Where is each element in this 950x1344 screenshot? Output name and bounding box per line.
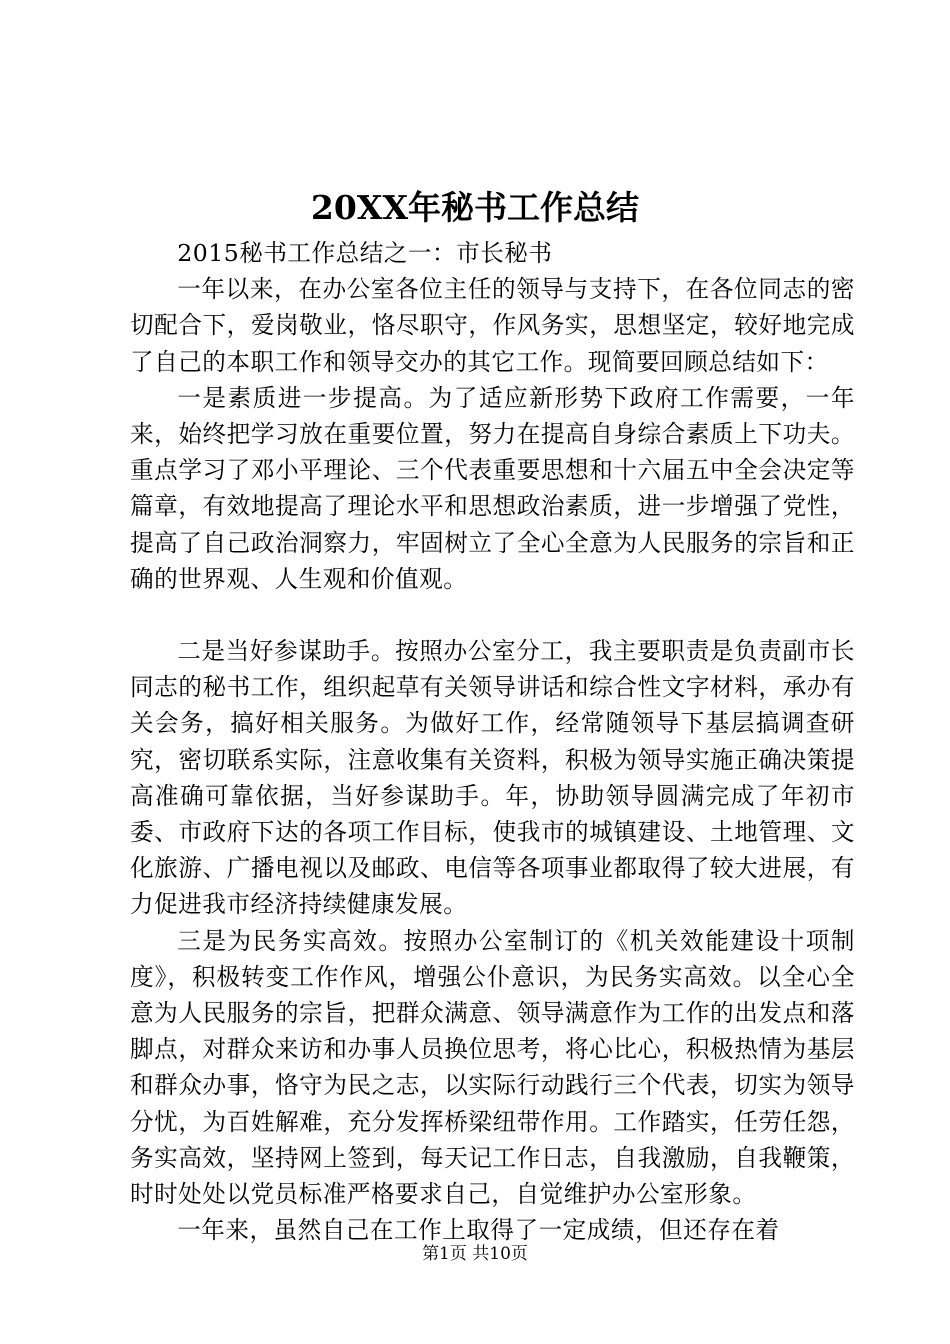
- paragraph-gap: [130, 597, 855, 633]
- paragraph-intro: 一年以来，在办公室各位主任的领导与支持下，在各位同志的密切配合下，爱岗敬业，恪尽职守，作风务实，思想坚定，较好地完成了自己的本职工作和领导交办的其它工作。现简要回顾总结如下：: [130, 275, 855, 376]
- paragraph-summary: 一年来，虽然自己在工作上取得了一定成绩，但还存在着: [177, 1216, 780, 1245]
- document-body: [130, 235, 855, 1248]
- paragraph-advisor: 二是当好参谋助手。按照办公室分工，我主要职责是负责副市长同志的秘书工作，组织起草有关领导讲话和综合性文字材料，承办有关会务，搞好相关服务。为做好工作，经常随领导下基层搞调查研究，密切联系实际，注意收集有关资料，积极为领导实施正确决策提高准确可靠依据，当好参谋助手。年，协助领导圆满完成了年初市委、市政府下达的各项工作目标，使我市的城镇建设、土地管理、文化旅游、广播电视以及邮政、电信等各项事业都取得了较大进展，有力促进我市经济持续健康发展。: [130, 637, 855, 919]
- paragraph-quality: 一是素质进一步提高。为了适应新形势下政府工作需要，一年来，始终把学习放在重要位置，努力在提高自身综合素质上下功夫。重点学习了邓小平理论、三个代表重要思想和十六届五中全会决定等篇章，有效地提高了理论水平和思想政治素质，进一步增强了党性，提高了自己政治洞察力，牢固树立了全心全意为人民服务的宗旨和正确的世界观、人生观和价值观。: [130, 383, 855, 593]
- document-subtitle: 2015秘书工作总结之一：市长秘书: [177, 239, 553, 267]
- paragraph-service: 三是为民务实高效。按照办公室制订的《机关效能建设十项制度》，积极转变工作作风，增强公仆意识，为民务实高效。以全心全意为人民服务的宗旨，把群众满意、领导满意作为工作的出发点和落脚点，对群众来访和办事人员换位思考，将心比心，积极热情为基层和群众办事，恪守为民之志，以实际行动践行三个代表，切实为领导分忧，为百姓解难，充分发挥桥梁纽带作用。工作踏实，任劳任怨，务实高效，坚持网上签到，每天记工作日志，自我激励，自我鞭策，时时处处以党员标准严格要求自己，自觉维护办公室形象。: [130, 926, 855, 1209]
- page-number-footer: 第1页 共10页: [422, 1244, 528, 1264]
- document-title: 20XX年秘书工作总结: [310, 188, 640, 227]
